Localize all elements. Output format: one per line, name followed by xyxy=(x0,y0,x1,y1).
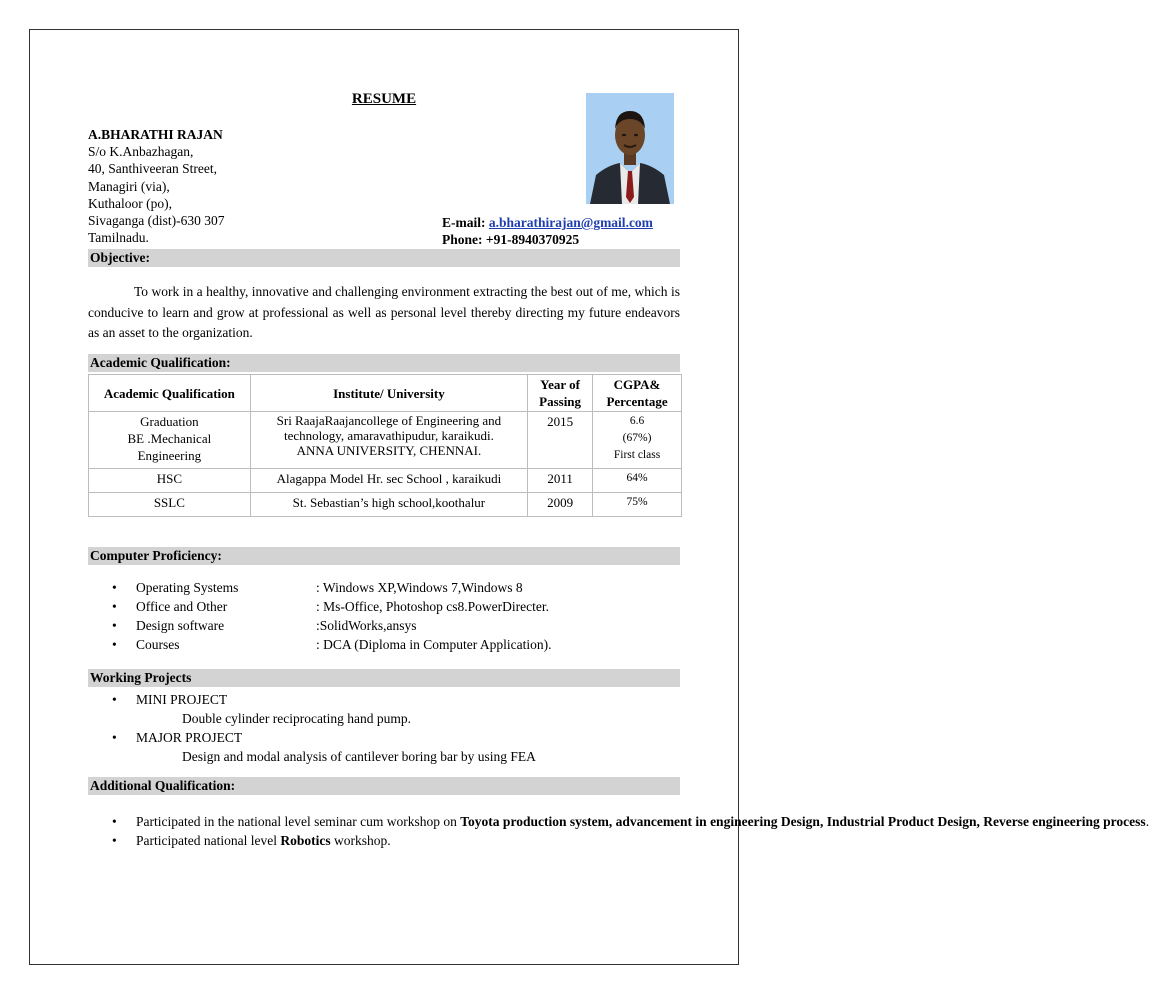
item-label: Office and Other xyxy=(136,599,228,614)
institute-cell: Alagappa Model Hr. sec School , karaikudi xyxy=(250,469,527,493)
cell-line: First class xyxy=(613,449,661,461)
address-block xyxy=(88,126,224,246)
computer-list xyxy=(112,578,551,654)
column-header: Institute/ University xyxy=(250,375,527,412)
address-line: Managiri (via), xyxy=(88,178,170,194)
academic-table xyxy=(88,374,682,517)
academic-heading: Academic Qualification: xyxy=(88,354,680,372)
item-value: : DCA (Diploma in Computer Application). xyxy=(316,637,552,652)
project-title: MAJOR PROJECT xyxy=(136,730,243,745)
list-item xyxy=(112,597,551,616)
item-bold: Robotics xyxy=(280,833,331,848)
phone-label: Phone: xyxy=(442,232,483,248)
item-text: workshop. xyxy=(330,833,391,848)
list-item xyxy=(112,728,536,766)
list-item xyxy=(112,690,536,728)
cell-line: Engineering xyxy=(137,448,202,463)
cell-line: BE .Mechanical xyxy=(127,431,212,446)
item-label: Design software xyxy=(136,618,225,633)
list-item xyxy=(112,635,551,654)
qualification-cell xyxy=(89,412,251,469)
qualification-cell: HSC xyxy=(89,469,251,493)
objective-heading: Objective: xyxy=(88,249,680,267)
project-title: MINI PROJECT xyxy=(136,692,228,707)
column-header xyxy=(593,375,682,412)
score-cell: 75% xyxy=(593,493,682,517)
address-line: Kuthaloor (po), xyxy=(88,195,172,211)
computer-heading: Computer Proficiency: xyxy=(88,547,680,565)
cell-line: (67%) xyxy=(622,432,652,444)
table-row xyxy=(89,493,682,517)
item-text: . xyxy=(1145,814,1149,829)
item-bold: Toyota production system, advancement in engineering Design, Industrial Product Design, Reverse engineering process xyxy=(460,814,1146,829)
candidate-photo xyxy=(586,93,674,204)
year-cell: 2009 xyxy=(528,493,593,517)
phone-value: +91-8940370925 xyxy=(485,232,580,248)
address-line: S/o K.Anbazhagan, xyxy=(88,144,194,160)
contact-block xyxy=(442,214,653,248)
address-line: Sivaganga (dist)-630 307 xyxy=(88,213,225,229)
qualification-cell: SSLC xyxy=(89,493,251,517)
institute-cell xyxy=(250,412,527,469)
cell-line: ANNA UNIVERSITY, CHENNAI. xyxy=(296,443,482,458)
list-item xyxy=(112,812,1149,831)
item-value: : Windows XP,Windows 7,Windows 8 xyxy=(316,580,523,595)
cell-line: Sri RaajaRaajancollege of Engineering and xyxy=(276,413,502,428)
cell-line: 6.6 xyxy=(629,415,645,427)
score-cell xyxy=(593,412,682,469)
project-desc: Design and modal analysis of cantilever boring bar by using FEA xyxy=(182,749,536,764)
email-link[interactable]: a.bharathirajan@gmail.com xyxy=(488,215,653,230)
projects-list xyxy=(112,690,536,766)
objective-text xyxy=(88,282,680,344)
address-line: 40, Santhiveeran Street, xyxy=(88,161,217,177)
table-header-row xyxy=(89,375,682,412)
project-desc: Double cylinder reciprocating hand pump. xyxy=(182,711,412,726)
item-label: Operating Systems xyxy=(136,580,239,595)
year-cell: 2015 xyxy=(528,412,593,469)
item-value: : Ms-Office, Photoshop cs8.PowerDirecter. xyxy=(316,599,549,614)
institute-cell: St. Sebastian’s high school,koothalur xyxy=(250,493,527,517)
list-item xyxy=(112,831,680,850)
score-header: CGPA& Percentage xyxy=(606,377,668,409)
candidate-name: A.BHARATHI RAJAN xyxy=(88,127,223,142)
projects-heading: Working Projects xyxy=(88,669,680,687)
additional-heading: Additional Qualification: xyxy=(88,777,680,795)
item-label: Courses xyxy=(136,637,180,652)
phone-row xyxy=(442,231,653,248)
year-header: Year of Passing xyxy=(539,377,582,409)
item-text: Participated national level xyxy=(136,833,281,848)
list-item xyxy=(112,616,551,635)
table-row xyxy=(89,469,682,493)
column-header xyxy=(528,375,593,412)
item-text: Participated in the national level seminar cum workshop on xyxy=(136,814,461,829)
portrait-image xyxy=(586,93,674,204)
cell-line: technology, amaravathipudur, karaikudi. xyxy=(284,428,494,443)
cell-line: Graduation xyxy=(140,414,199,429)
resume-title: RESUME xyxy=(351,91,417,107)
list-item xyxy=(112,578,551,597)
column-header: Academic Qualification xyxy=(89,375,251,412)
objective-body: To work in a healthy, innovative and challenging environment extracting the best out of me, which is conducive to learn and grow at professional as well as personal level thereby directing my future endeavors as an asset to the organization. xyxy=(88,284,680,340)
item-value: :SolidWorks,ansys xyxy=(316,618,417,633)
table-row xyxy=(89,412,682,469)
year-cell: 2011 xyxy=(528,469,593,493)
address-line: Tamilnadu. xyxy=(88,230,149,246)
email-label: E-mail: xyxy=(442,215,486,230)
additional-list xyxy=(112,812,1149,850)
email-row xyxy=(442,214,653,231)
score-cell: 64% xyxy=(593,469,682,493)
